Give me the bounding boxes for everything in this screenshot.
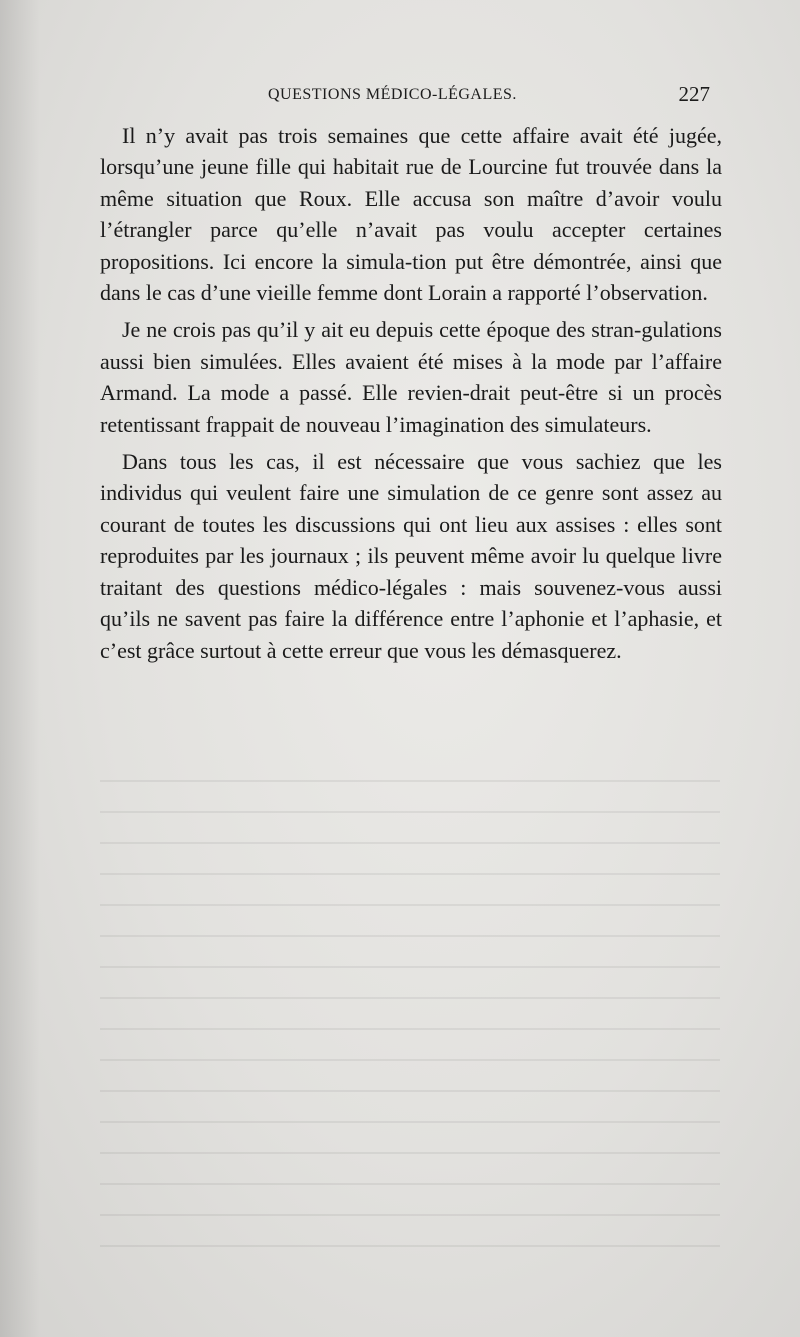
body-text <box>100 120 722 672</box>
paragraph-3: Dans tous les cas, il est nécessaire que vous sachiez que les individus qui veulent faire une simulation de ce genre sont assez au courant de toutes les discussions qui ont lieu aux assises : elles sont reproduites par les journaux ; ils peuvent même avoir lu quelque livre traitant des questions médico-légales : mais souvenez-vous aussi qu’ils ne savent pas faire la différence entre l’aphonie et l’aphasie, et c’est grâce surtout à cette erreur que vous les démasquerez. <box>100 449 722 663</box>
page-number: 227 <box>678 82 710 106</box>
running-title: QUESTIONS MÉDICO-LÉGALES. <box>268 86 517 103</box>
running-head <box>100 82 720 112</box>
paragraph-1: Il n’y avait pas trois semaines que cette affaire avait été jugée, lorsqu’une jeune fille qui habitait rue de Lourcine fut trouvée dans la même situation que Roux. Elle accusa son maître d’avoir voulu l’étrangler parce qu’elle n’avait pas voulu accepter certaines propositions. Ici encore la simula-tion put être démontrée, ainsi que dans le cas d’une vieille femme dont Lorain a rapporté l’observation. <box>100 123 722 306</box>
gutter-shadow <box>0 0 40 1337</box>
paragraph-2: Je ne crois pas qu’il y ait eu depuis cette époque des stran-gulations aussi bien simulées. Elles avaient été mises à la mode par l’affaire Armand. La mode a passé. Elle revien-drait peut-être si un procès retentissant frappait de nouveau l’imagination des simulateurs. <box>100 317 722 437</box>
show-through-texture <box>100 780 720 1260</box>
